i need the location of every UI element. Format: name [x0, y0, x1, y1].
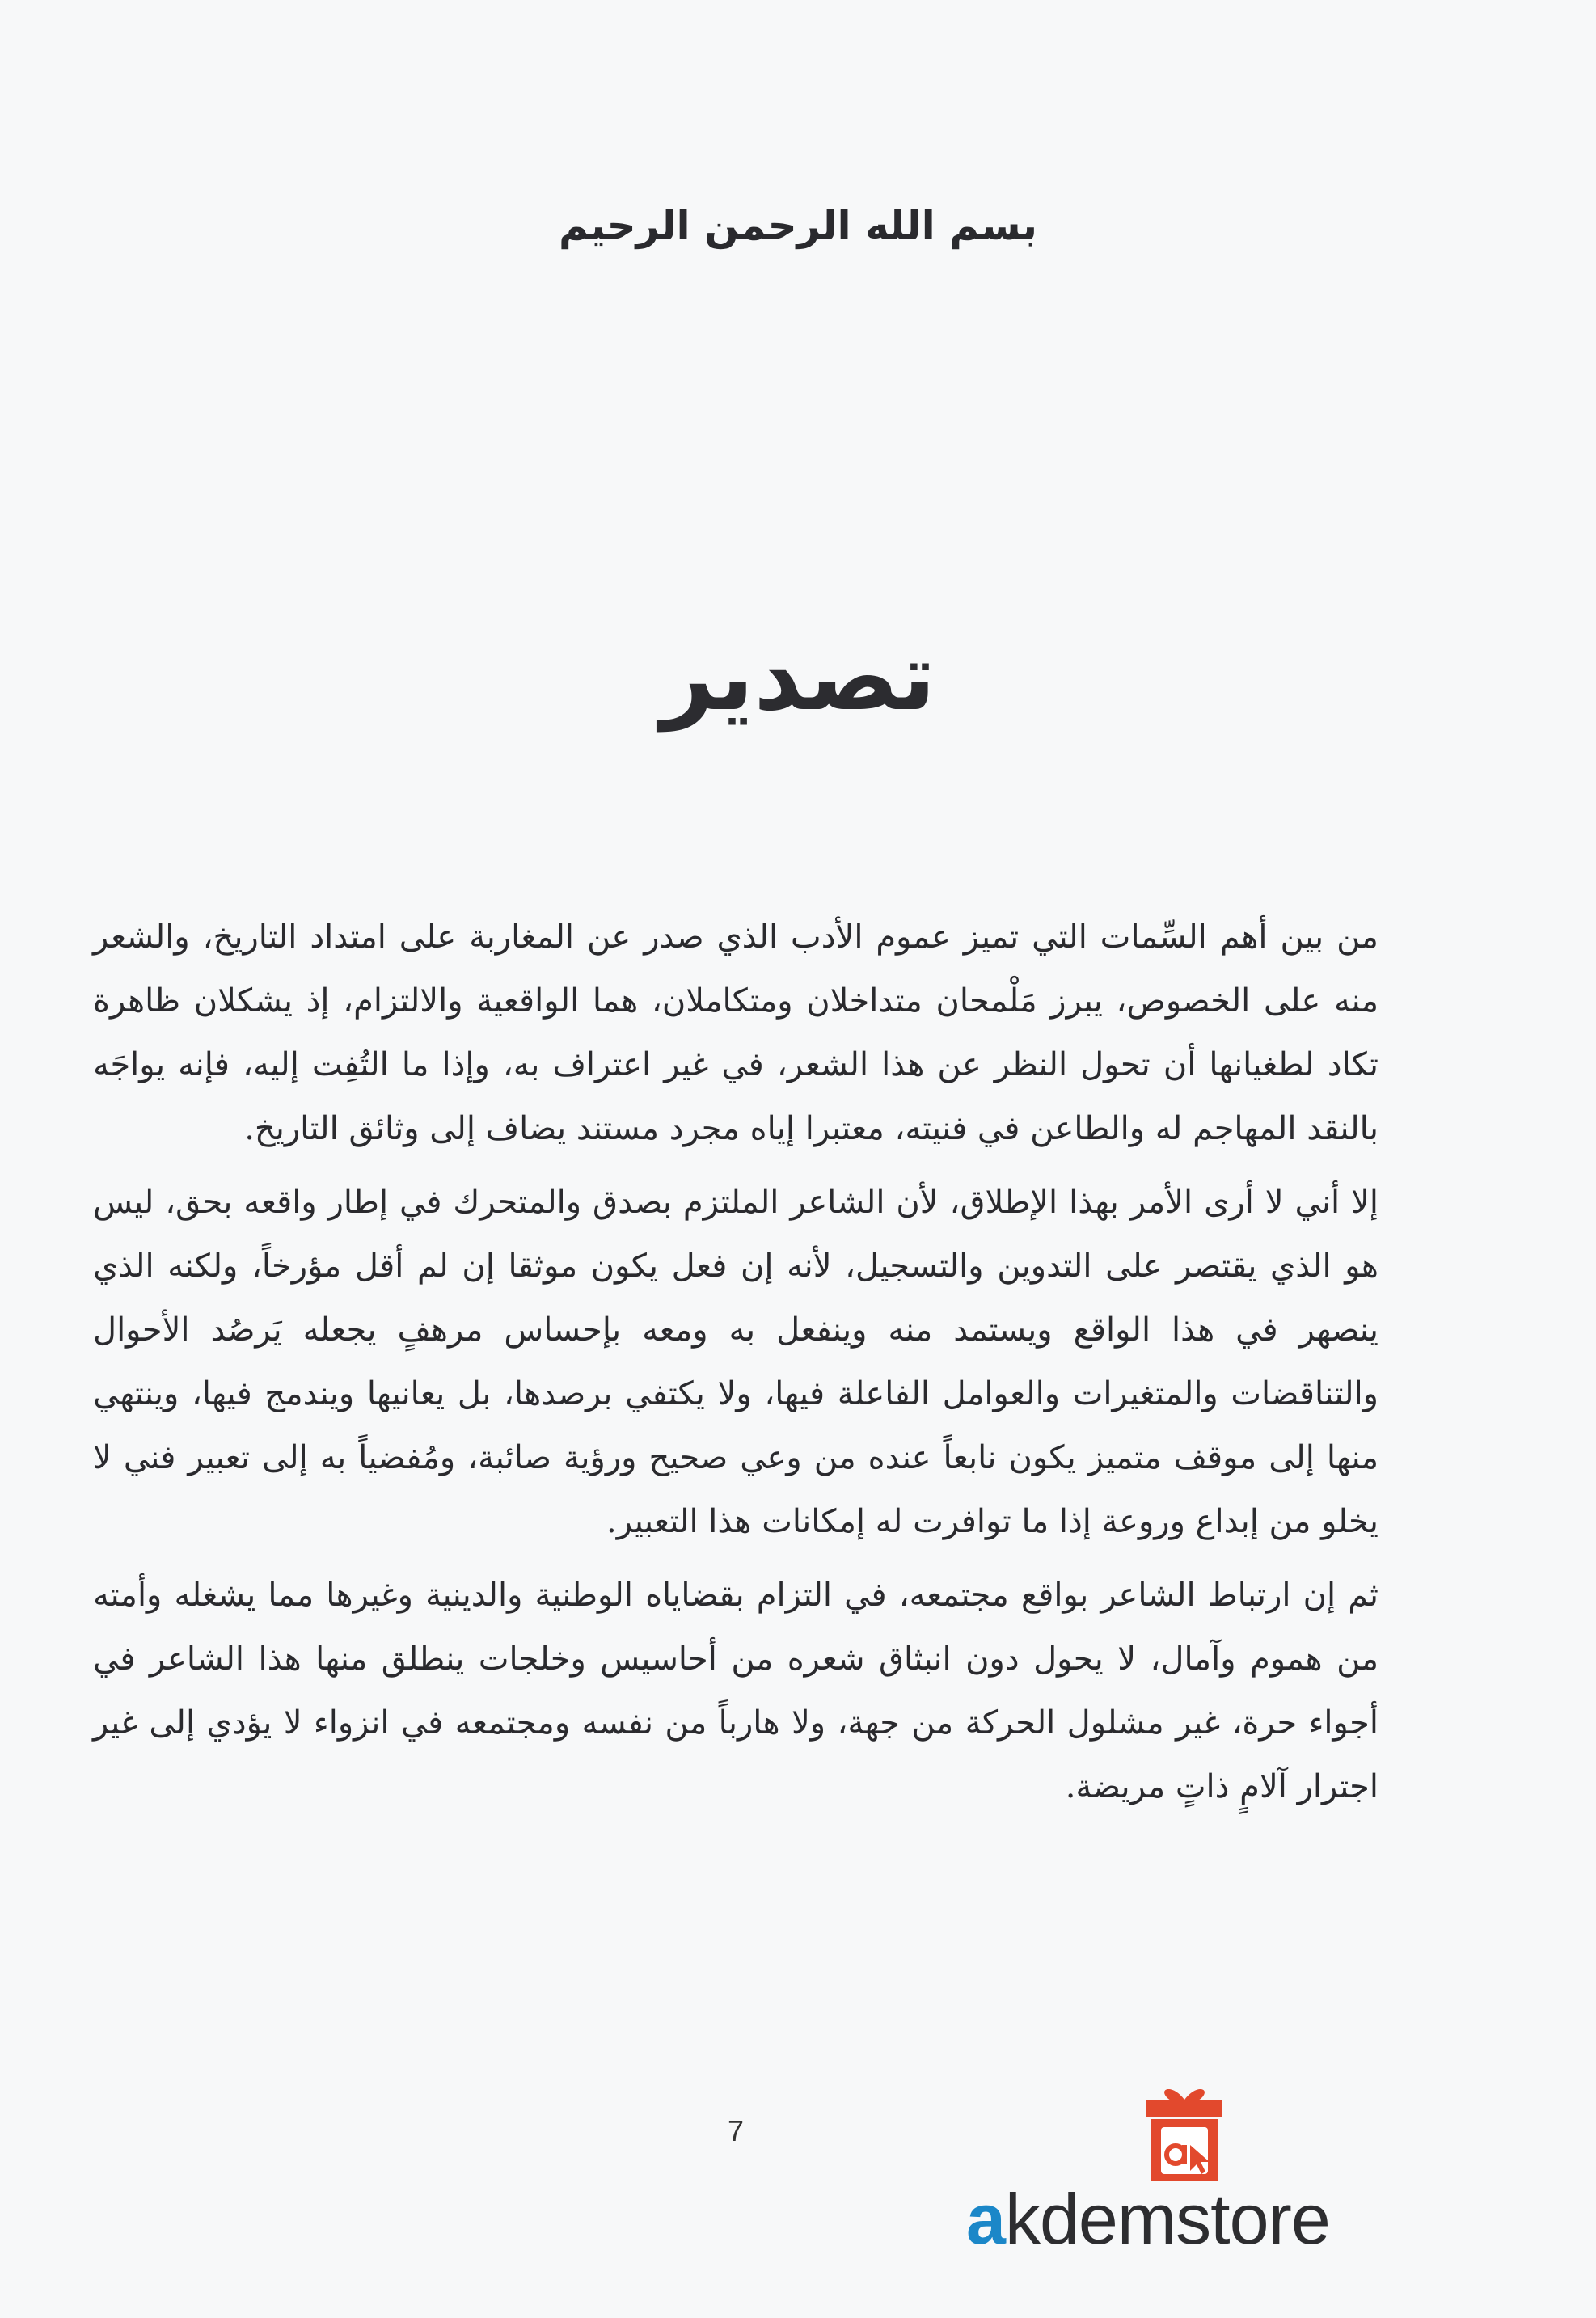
page-number: 7: [727, 2114, 745, 2147]
logo-wordmark-accent: a: [966, 2179, 1005, 2259]
akdemstore-logo: [966, 2082, 1419, 2268]
basmala-heading: بسم الله الرحمن الرحيم: [559, 202, 1037, 249]
paragraph-1: من بين أهم السِّمات التي تميز عموم الأدب الذي صدر عن المغاربة على امتداد التاريخ، والشعر منه على الخصوص، يبرز مَلْمحان متداخلان ومتكاملان، هما الواقعية والالتزام، إذ يشكلان ظاهرة تكاد لطغيانها أن تحول النظر عن هذا الشعر، في غير اعتراف به، وإذا ما التُفِت إليه، فإنه يواجَه بالنقد المهاجم له والطاعن في فنيته، معتبرا إياه مجرد مستند يضاف إلى وثائق التاريخ.: [93, 918, 1379, 1147]
paragraph-2: إلا أني لا أرى الأمر بهذا الإطلاق، لأن الشاعر الملتزم بصدق والمتحرك في إطار واقعه بحق، ليس هو الذي يقتصر على التدوين والتسجيل، لأنه إن فعل يكون موثقا إن لم أقل مؤرخاً، ولكنه الذي ينصهر في هذا الواقع ويستمد منه وينفعل به ومعه بإحساس مرهفٍ يجعله يَرصُد الأحوال والتناقضات والمتغيرات والعوامل الفاعلة فيها، ولا يكتفي برصدها، بل يعانيها ويندمج فيها، وينتهي منها إلى موقف متميز يكون نابعاً عنده من وعي صحيح ورؤية صائبة، ومُفضياً به إلى تعبير فني لا يخلو من إبداع وروعة إذا ما توافرت له إمكانات هذا التعبير.: [93, 1184, 1379, 1540]
paragraph-3: ثم إن ارتباط الشاعر بواقع مجتمعه، في التزام بقضاياه الوطنية والدينية وغيرها مما يشغله وأمته من هموم وآمال، لا يحول دون انبثاق شعره من أحاسيس وخلجات ينطلق منها هذا الشاعر في أجواء حرة، غير مشلول الحركة من جهة، ولا هارباً من نفسه ومجتمعه في انزواء لا يؤدي إلى غير اجترار آلامٍ ذاتٍ مريضة.: [93, 1577, 1379, 1805]
logo-wordmark: [966, 2179, 1419, 2260]
page-title: تصدير: [660, 623, 936, 732]
logo-wordmark-rest: kdemstore: [1004, 2179, 1330, 2259]
gift-box-cursor-icon: [1140, 2082, 1229, 2183]
body-text: [93, 906, 1379, 1829]
